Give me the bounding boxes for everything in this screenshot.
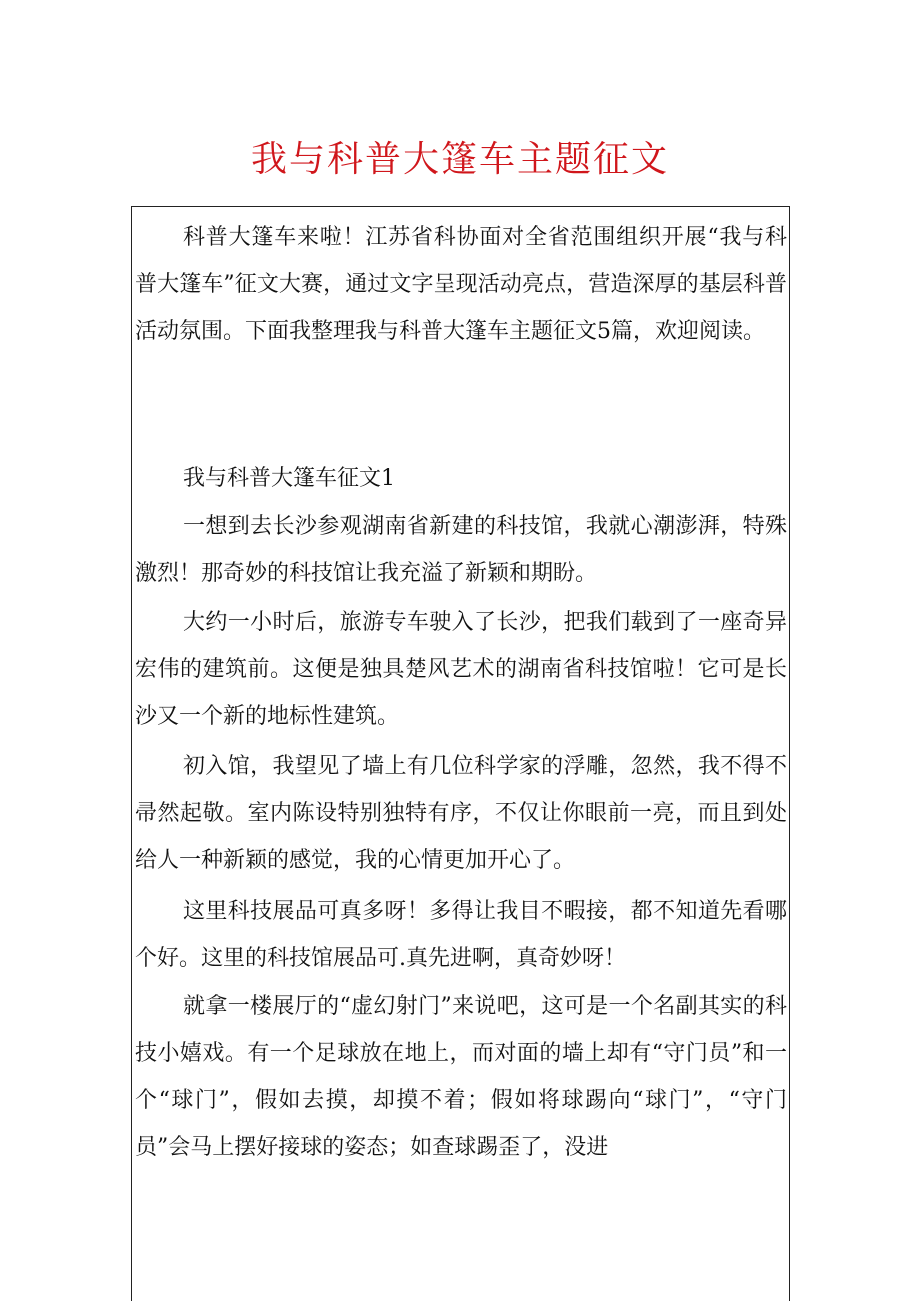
- body-paragraph: 大约一小时后，旅游专车驶入了长沙，把我们载到了一座奇异宏伟的建筑前。这便是独具楚风艺术的湖南省科技馆啦！它可是长沙又一个新的地标性建筑。: [135, 610, 787, 729]
- body-paragraph: 这里科技展品可真多呀！多得让我目不暇接，都不知道先看哪个好。这里的科技馆展品可.真先进啊，真奇妙呀！: [135, 899, 787, 971]
- page-title: 我与科普大篷车主题征文: [250, 139, 669, 180]
- body-paragraph: 就拿一楼展厅的“虚幻射门”来说吧，这可是一个名副其实的科技小嬉戏。有一个足球放在地上，而对面的墙上却有“守门员”和一个“球门”，假如去摸，却摸不着；假如将球踢向“球门”，“守门员”会马上摆好接球的姿态；如查球踢歪了，没进: [135, 994, 787, 1160]
- intro-paragraph: 科普大篷车来啦！江苏省科协面对全省范围组织开展“我与科普大篷车”征文大赛，通过文字呈现活动亮点，营造深厚的基层科普活动氛围。下面我整理我与科普大篷车主题征文5篇，欢迎阅读。: [135, 225, 787, 344]
- section-heading: 我与科普大篷车征文1: [183, 466, 395, 491]
- body-paragraph: 初入馆，我望见了墙上有几位科学家的浮雕，忽然，我不得不帚然起敬。室内陈设特别独特有序，不仅让你眼前一亮，而且到处给人一种新颖的感觉，我的心情更加开心了。: [135, 754, 787, 873]
- body-paragraph: 一想到去长沙参观湖南省新建的科技馆，我就心潮澎湃，特殊激烈！那奇妙的科技馆让我充溢了新颖和期盼。: [135, 514, 787, 586]
